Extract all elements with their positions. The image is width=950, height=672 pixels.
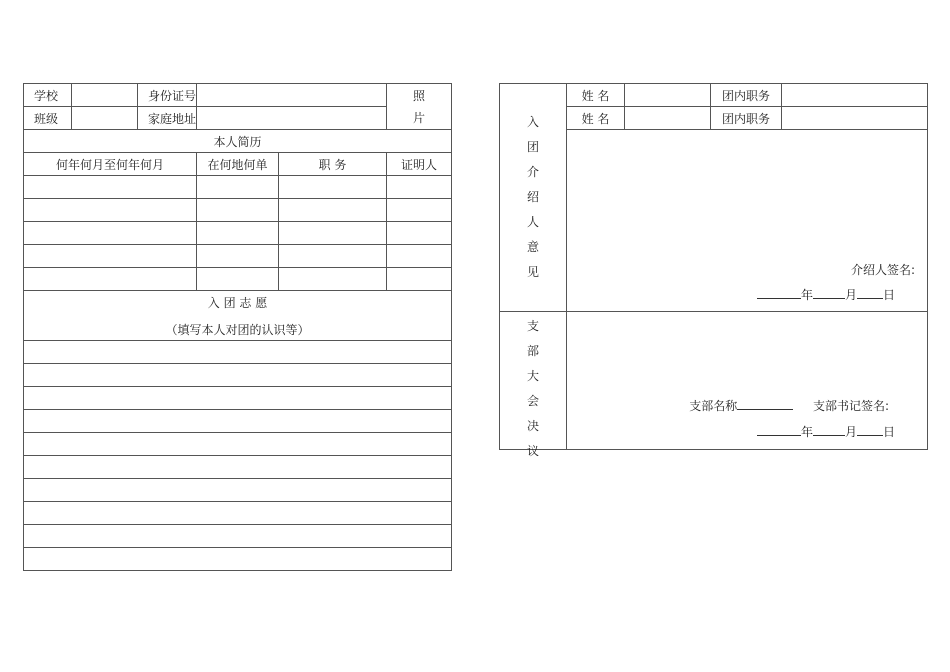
aspiration-line-field[interactable] [24, 456, 452, 479]
aspiration-line [24, 387, 452, 410]
resume-duty-cell[interactable] [279, 245, 387, 268]
class-label: 班级 [24, 107, 72, 130]
resume-header-place: 在何地何单 [197, 153, 279, 176]
school-label: 学校 [24, 84, 72, 107]
resume-place-cell[interactable] [197, 245, 279, 268]
resume-period-cell[interactable] [24, 245, 197, 268]
name-field-1[interactable] [625, 84, 711, 107]
resume-row [24, 222, 452, 245]
aspiration-line [24, 364, 452, 387]
resume-row [24, 268, 452, 291]
resume-place-cell[interactable] [197, 176, 279, 199]
resume-header-period: 何年何月至何年何月 [24, 153, 197, 176]
aspiration-line [24, 410, 452, 433]
aspiration-line [24, 479, 452, 502]
address-field[interactable] [197, 107, 387, 130]
branch-section-label: 支 部 大 会 决 议 [500, 312, 567, 450]
aspiration-heading [24, 291, 452, 341]
resume-witness-cell[interactable] [387, 176, 452, 199]
resume-period-cell[interactable] [24, 222, 197, 245]
school-field[interactable] [72, 84, 138, 107]
class-field[interactable] [72, 107, 138, 130]
resume-title: 本人简历 [24, 130, 452, 153]
resume-row [24, 245, 452, 268]
address-label: 家庭地址 [138, 107, 197, 130]
aspiration-line-field[interactable] [24, 525, 452, 548]
photo-box[interactable] [387, 84, 452, 130]
introducer-opinion-area[interactable] [567, 130, 928, 312]
aspiration-title: 入 团 志 愿 [207, 295, 268, 310]
aspiration-line [24, 548, 452, 571]
secretary-signature: 支部书记签名: [812, 399, 889, 413]
resume-witness-cell[interactable] [387, 222, 452, 245]
resume-period-cell[interactable] [24, 268, 197, 291]
name-label-2: 姓 名 [567, 107, 625, 130]
resume-duty-cell[interactable] [279, 199, 387, 222]
introducer-signature: 介绍人签名: [850, 263, 915, 277]
introducer-section-label: 入 团 介 绍 人 意 见 [500, 84, 567, 312]
introducer-date: 年 月 日 [757, 286, 895, 303]
aspiration-line-field[interactable] [24, 364, 452, 387]
aspiration-line-field[interactable] [24, 548, 452, 571]
position-label-2: 团内职务 [711, 107, 782, 130]
aspiration-line [24, 502, 452, 525]
aspiration-line [24, 341, 452, 364]
aspiration-line-field[interactable] [24, 410, 452, 433]
resume-duty-cell[interactable] [279, 222, 387, 245]
id-label: 身份证号 [138, 84, 197, 107]
branch-name-label: 支部名称 [689, 399, 738, 413]
photo-char: 照 [412, 88, 425, 103]
resume-row [24, 199, 452, 222]
position-field-1[interactable] [782, 84, 928, 107]
aspiration-line-field[interactable] [24, 479, 452, 502]
position-label-1: 团内职务 [711, 84, 782, 107]
resume-duty-cell[interactable] [279, 268, 387, 291]
id-field[interactable] [197, 84, 387, 107]
aspiration-subtitle: （填写本人对团的认识等） [165, 322, 310, 337]
branch-resolution-area[interactable] [567, 312, 928, 450]
resume-witness-cell[interactable] [387, 199, 452, 222]
aspiration-line-field[interactable] [24, 502, 452, 525]
aspiration-line [24, 525, 452, 548]
resume-duty-cell[interactable] [279, 176, 387, 199]
name-label-1: 姓 名 [567, 84, 625, 107]
resume-header-duty: 职 务 [279, 153, 387, 176]
name-field-2[interactable] [625, 107, 711, 130]
resume-period-cell[interactable] [24, 176, 197, 199]
resume-place-cell[interactable] [197, 222, 279, 245]
branch-signature-line [689, 397, 889, 414]
branch-date: 年 月 日 [757, 423, 895, 440]
resume-place-cell[interactable] [197, 268, 279, 291]
aspiration-line-field[interactable] [24, 387, 452, 410]
photo-char: 片 [412, 110, 425, 125]
resume-witness-cell[interactable] [387, 268, 452, 291]
resume-witness-cell[interactable] [387, 245, 452, 268]
resume-row [24, 176, 452, 199]
aspiration-line [24, 433, 452, 456]
position-field-2[interactable] [782, 107, 928, 130]
right-form [499, 83, 928, 458]
resume-place-cell[interactable] [197, 199, 279, 222]
left-form [23, 83, 452, 571]
resume-header-witness: 证明人 [387, 153, 452, 176]
aspiration-line [24, 456, 452, 479]
aspiration-line-field[interactable] [24, 433, 452, 456]
resume-period-cell[interactable] [24, 199, 197, 222]
aspiration-line-field[interactable] [24, 341, 452, 364]
